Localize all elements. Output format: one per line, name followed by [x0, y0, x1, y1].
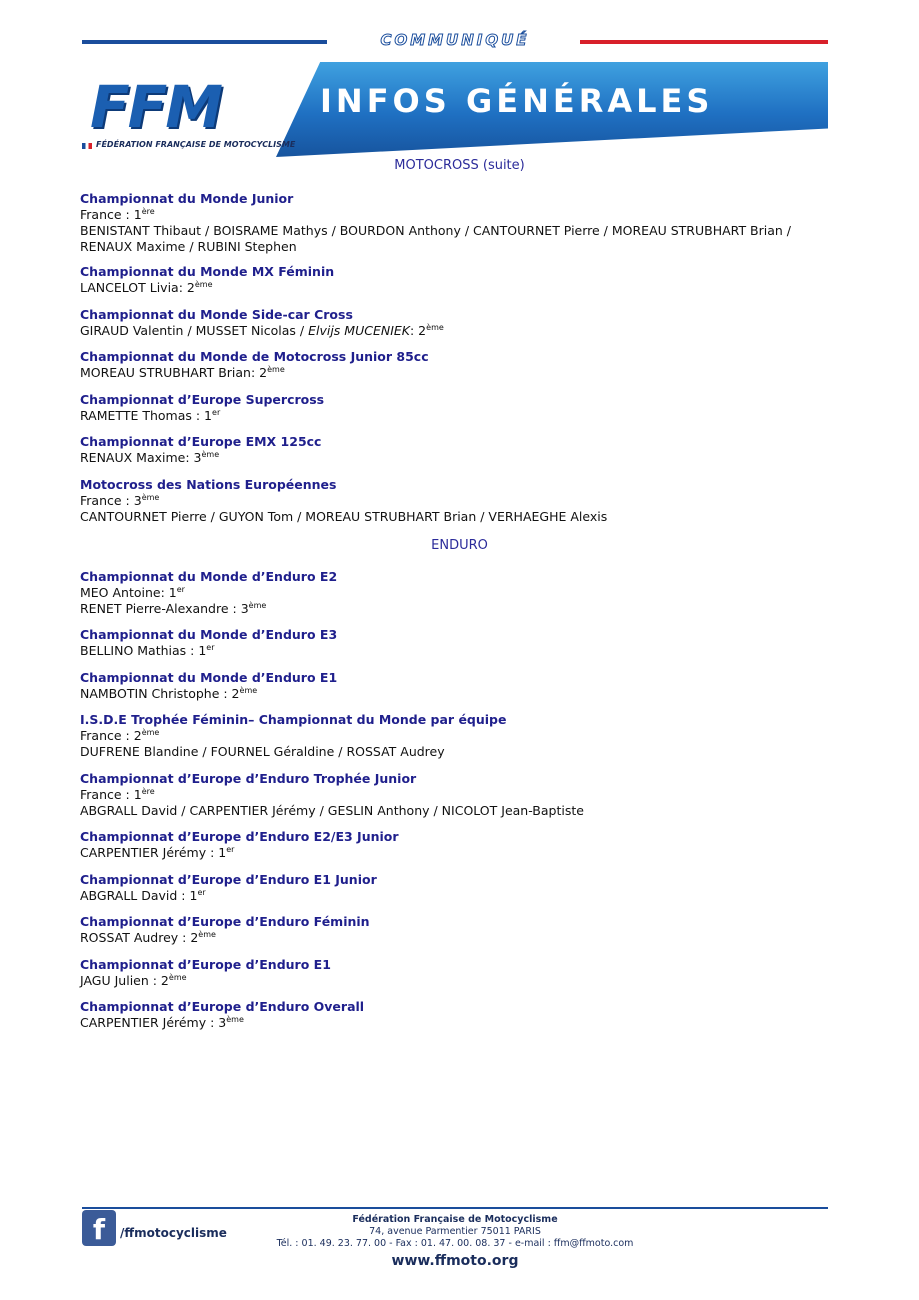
- entry-title: Championnat du Monde d’Enduro E2: [80, 569, 338, 584]
- communique-label: COMMUNIQUÉ: [380, 31, 530, 49]
- entry-result: France : 1ère: [80, 207, 155, 222]
- entry-title: Championnat d’Europe d’Enduro E1: [80, 957, 331, 972]
- entry-result: MOREAU STRUBHART Brian: 2ème: [80, 365, 285, 380]
- result-entry: [80, 434, 820, 466]
- entry-result: ABGRALL David : 1er: [80, 888, 206, 903]
- footer-address: 74, avenue Parmentier 75011 PARIS: [369, 1226, 541, 1237]
- entry-title: Championnat d’Europe EMX 125cc: [80, 434, 322, 449]
- result-entry: [80, 264, 820, 296]
- result-entry: [80, 670, 820, 702]
- section-title-motocross: MOTOCROSS (suite): [394, 158, 525, 173]
- header-rule-red: [580, 40, 828, 44]
- french-flag-icon: [82, 143, 92, 149]
- section-title-enduro: ENDURO: [431, 538, 488, 553]
- entry-title: I.S.D.E Trophée Féminin– Championnat du Monde par équipe: [80, 712, 507, 727]
- entry-riders: RENAUX Maxime / RUBINI Stephen: [80, 239, 297, 254]
- website-link[interactable]: www.ffmoto.org: [391, 1253, 519, 1269]
- entry-result: RAMETTE Thomas : 1er: [80, 408, 221, 423]
- entry-riders: BENISTANT Thibaut / BOISRAME Mathys / BOURDON Anthony / CANTOURNET Pierre / MOREAU STRUBHART Brian /: [80, 223, 792, 238]
- entry-title: Championnat d’Europe Supercross: [80, 392, 325, 407]
- logo-subtitle: FÉDÉRATION FRANÇAISE DE MOTOCYCLISME: [96, 140, 296, 149]
- entry-result: LANCELOT Livia: 2ème: [80, 280, 213, 295]
- result-entry: [80, 771, 820, 819]
- entry-result: RENET Pierre-Alexandre : 3ème: [80, 601, 267, 616]
- result-entry: [80, 829, 820, 861]
- entry-riders: DUFRENE Blandine / FOURNEL Géraldine / ROSSAT Audrey: [80, 744, 445, 759]
- entry-title: Championnat d’Europe d’Enduro E1 Junior: [80, 872, 377, 887]
- entry-result: CARPENTIER Jérémy : 3ème: [80, 1015, 244, 1030]
- entry-title: Championnat d’Europe d’Enduro E2/E3 Junior: [80, 829, 399, 844]
- result-entry: [80, 627, 820, 659]
- entry-title: Championnat du Monde MX Féminin: [80, 264, 335, 279]
- footer-org: Fédération Française de Motocyclisme: [352, 1214, 558, 1225]
- result-entry: [80, 392, 820, 424]
- entry-result: GIRAUD Valentin / MUSSET Nicolas / Elvijs MUCENIEK: 2ème: [80, 323, 444, 338]
- footer-contact: [270, 1214, 640, 1250]
- entry-result: France : 1ère: [80, 787, 155, 802]
- entry-result: France : 2ème: [80, 728, 160, 743]
- entry-result: MEO Antoine: 1er: [80, 585, 185, 600]
- result-entry: [80, 569, 820, 617]
- result-entry: [80, 477, 820, 525]
- result-entry: [80, 191, 820, 255]
- entry-result: ROSSAT Audrey : 2ème: [80, 930, 216, 945]
- result-entry: [80, 349, 820, 381]
- entry-title: Championnat du Monde Junior: [80, 191, 294, 206]
- entry-result: RENAUX Maxime: 3ème: [80, 450, 220, 465]
- entry-riders: CANTOURNET Pierre / GUYON Tom / MOREAU STRUBHART Brian / VERHAEGHE Alexis: [80, 509, 608, 524]
- facebook-link[interactable]: /ffmotocyclisme: [120, 1226, 227, 1240]
- footer-phone-email: Tél. : 01. 49. 23. 77. 00 - Fax : 01. 47. 00. 08. 37 - e-mail : ffm@ffmoto.com: [276, 1238, 634, 1249]
- result-entry: [80, 914, 820, 946]
- result-entry: [80, 712, 820, 760]
- entry-title: Championnat du Monde d’Enduro E1: [80, 670, 338, 685]
- entry-result: BELLINO Mathias : 1er: [80, 643, 215, 658]
- facebook-icon[interactable]: f: [82, 1210, 116, 1246]
- entry-title: Championnat d’Europe d’Enduro Overall: [80, 999, 365, 1014]
- result-entry: [80, 872, 820, 904]
- entry-result: NAMBOTIN Christophe : 2ème: [80, 686, 258, 701]
- banner-title: INFOS GÉNÉRALES: [320, 82, 714, 120]
- entry-result: CARPENTIER Jérémy : 1er: [80, 845, 235, 860]
- result-entry: [80, 999, 820, 1031]
- entry-title: Championnat d’Europe d’Enduro Trophée Junior: [80, 771, 417, 786]
- entry-title: Motocross des Nations Européennes: [80, 477, 337, 492]
- entry-title: Championnat du Monde Side-car Cross: [80, 307, 353, 322]
- entry-riders: ABGRALL David / CARPENTIER Jérémy / GESLIN Anthony / NICOLOT Jean-Baptiste: [80, 803, 584, 818]
- entry-result: France : 3ème: [80, 493, 160, 508]
- entry-title: Championnat du Monde de Motocross Junior 85cc: [80, 349, 429, 364]
- header-rule-blue: [82, 40, 327, 44]
- ffm-logo: FFM: [90, 73, 221, 141]
- footer-rule: [82, 1207, 828, 1209]
- entry-title: Championnat d’Europe d’Enduro Féminin: [80, 914, 370, 929]
- result-entry: [80, 957, 820, 989]
- result-entry: [80, 307, 820, 339]
- entry-title: Championnat du Monde d’Enduro E3: [80, 627, 338, 642]
- entry-result: JAGU Julien : 2ème: [80, 973, 187, 988]
